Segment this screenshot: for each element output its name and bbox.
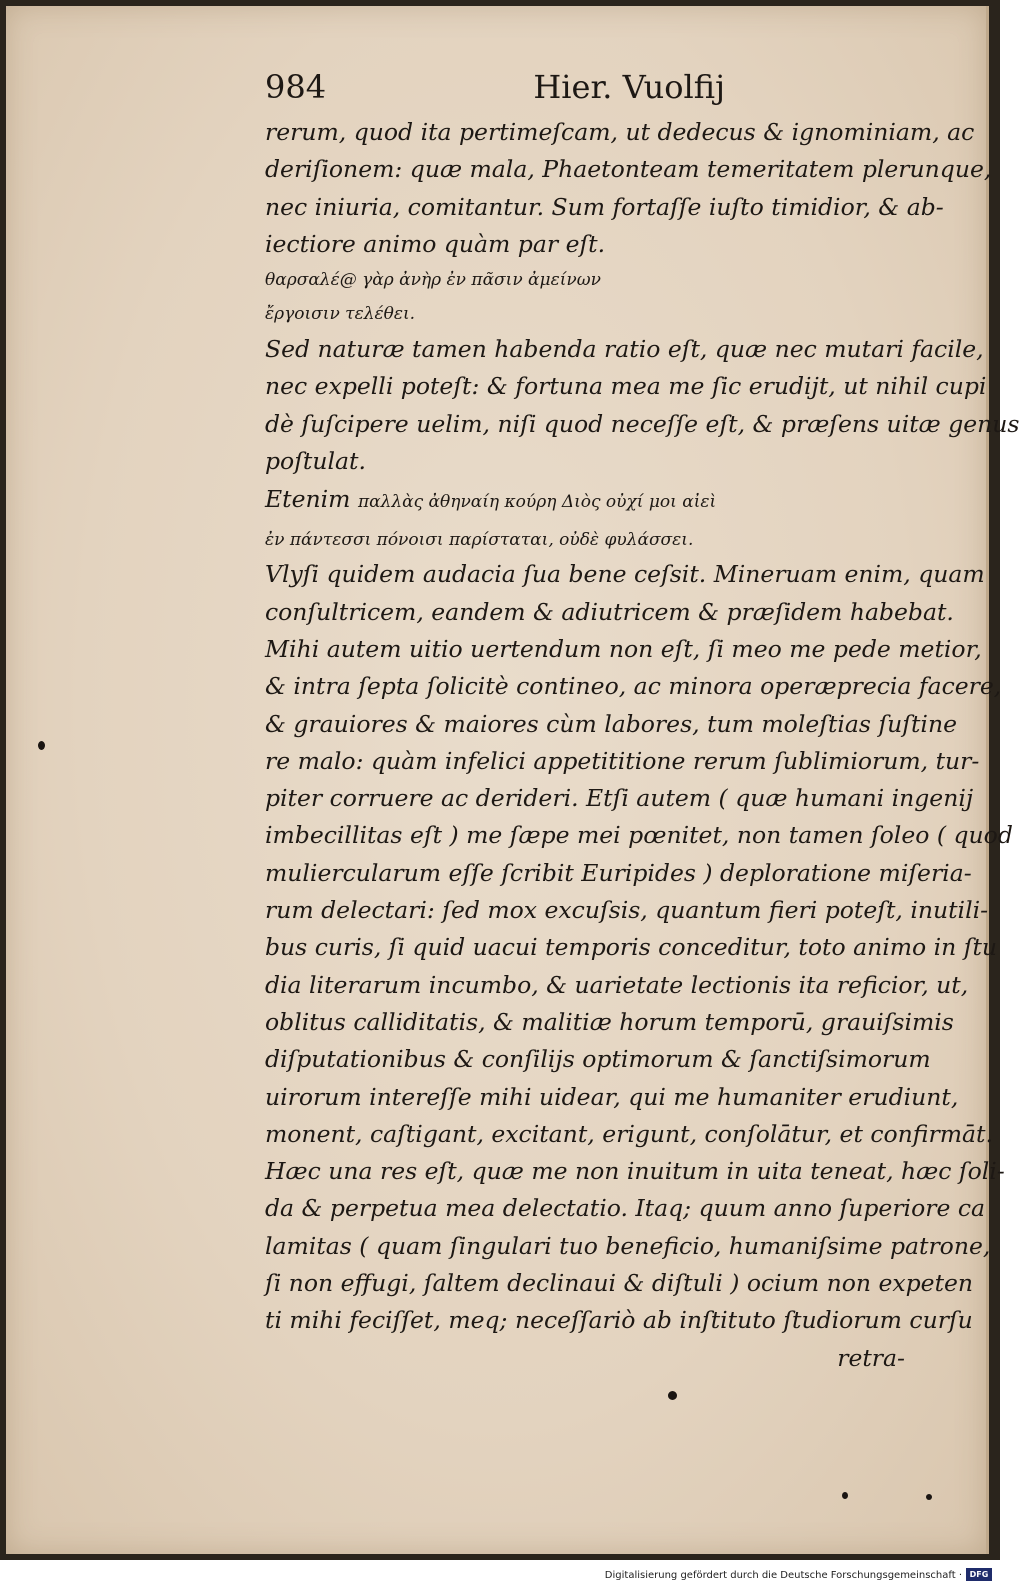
latin-lead: Etenim: [265, 485, 351, 514]
text-line: nec expelli poteſt: & fortuna mea me ſic erudijt, ut nihil cupi: [265, 372, 987, 401]
text-line: Sed naturæ tamen habenda ratio eſt, quæ nec mutari facile,: [265, 335, 984, 364]
text-line: ſi non effugi, ſaltem declinaui & diſtuli ) ocium non expeten: [265, 1269, 974, 1298]
text-line: ti mihi feciſſet, meq; neceſſariò ab inſtituto ſtudiorum curſu: [265, 1306, 973, 1335]
text-line: lamitas ( quam ſingulari tuo beneficio, humaniſsime patrone,: [265, 1231, 991, 1260]
folio-number: 984: [265, 68, 327, 106]
mixed-quote-line: [265, 480, 905, 518]
text-line: dè ſuſcipere uelim, niſi quod neceſſe eſt, & præſens uitæ genus: [265, 409, 1020, 438]
greek-quote: ἐν πάντεσσι πόνοισι παρίσταται, οὐδὲ φυλάσσει.: [265, 530, 694, 551]
text-line: rum delectari: ſed mox excuſsis, quantum fieri poteſt, inutili-: [265, 896, 989, 925]
greek-quote-line: ἔργοισιν τελέθει.: [265, 304, 416, 325]
text-line: piter corruere ac derideri. Etſi autem ( quæ humani ingenij: [265, 784, 974, 813]
text-line: diſputationibus & conſilijs optimorum & ſanctiſsimorum: [265, 1045, 931, 1074]
text-line: Hæc una res eſt, quæ me non inuitum in uita teneat, hæc ſoli-: [265, 1157, 1005, 1186]
text-line: oblitus calliditatis, & malitiæ horum temporū, grauiſsimis: [265, 1007, 954, 1036]
ink-spot: [668, 1391, 677, 1400]
text-line: nec iniuria, comitantur. Sum fortaſſe iuſto timidior, & ab-: [265, 192, 944, 221]
text-line: conſultricem, eandem & adiutricem & præſidem habebat.: [265, 597, 954, 626]
page-header: [265, 68, 725, 114]
text-line: & grauiores & maiores cùm labores, tum moleſtias ſuſtine: [265, 709, 957, 738]
text-line: Mihi autem uitio uertendum non eſt, ſi meo me pede metior,: [265, 634, 982, 663]
body-text: [265, 114, 1020, 1377]
text-line: re malo: quàm infelici appetititione rerum ſublimiorum, tur-: [265, 746, 980, 775]
text-line: deriſionem: quæ mala, Phaetonteam temeritatem plerunque,: [265, 155, 992, 184]
text-line: bus curis, ſi quid uacui temporis conceditur, toto animo in ſtu: [265, 933, 998, 962]
ink-spot: [842, 1492, 848, 1499]
footer-bar: [0, 1560, 1000, 1592]
funding-credit: Digitalisierung gefördert durch die Deutsche Forschungsgemeinschaft ·: [604, 1570, 962, 1581]
mixed-quote-line: [265, 518, 905, 556]
text-line: poſtulat.: [265, 447, 366, 476]
text-line: da & perpetua mea delectatio. Itaq; quum anno ſuperiore ca: [265, 1194, 985, 1223]
text-line: muliercularum eſſe ſcribit Euripides ) deploratione miſeria-: [265, 858, 972, 887]
text-line: rerum, quod ita pertimeſcam, ut dedecus & ignominiam, ac: [265, 118, 975, 146]
catchword: retra-: [837, 1343, 905, 1372]
greek-quote-line: θαρσαλέ@ γὰρ ἀνὴρ ἐν πᾶσιν ἀμείνων: [265, 270, 601, 291]
running-head: Hier. Vuolfij: [533, 68, 725, 106]
text-line: & intra ſepta ſolicitè contineo, ac minora operæprecia facere,: [265, 672, 1002, 701]
text-line: iectiore animo quàm par eſt.: [265, 229, 606, 258]
dfg-logo-icon: DFG: [966, 1568, 992, 1581]
greek-quote: παλλὰς ἀθηναίη κούρη Διὸς οὐχί μοι αἰεὶ: [357, 492, 717, 513]
text-line: dia literarum incumbo, & uarietate lectionis ita reficior, ut,: [265, 970, 969, 999]
text-line: monent, caſtigant, excitant, erigunt, conſolātur, et confirmāt.: [265, 1119, 993, 1148]
ink-spot: [38, 741, 45, 750]
ink-spot: [926, 1494, 932, 1500]
text-line: imbecillitas eſt ) me ſæpe mei pœnitet, non tamen ſoleo ( quod: [265, 821, 1013, 850]
text-line: Vlyſi quidem audacia ſua bene ceſsit. Mineruam enim, quam: [265, 560, 985, 589]
text-line: uirorum intereſſe mihi uidear, qui me humaniter erudiunt,: [265, 1082, 959, 1111]
